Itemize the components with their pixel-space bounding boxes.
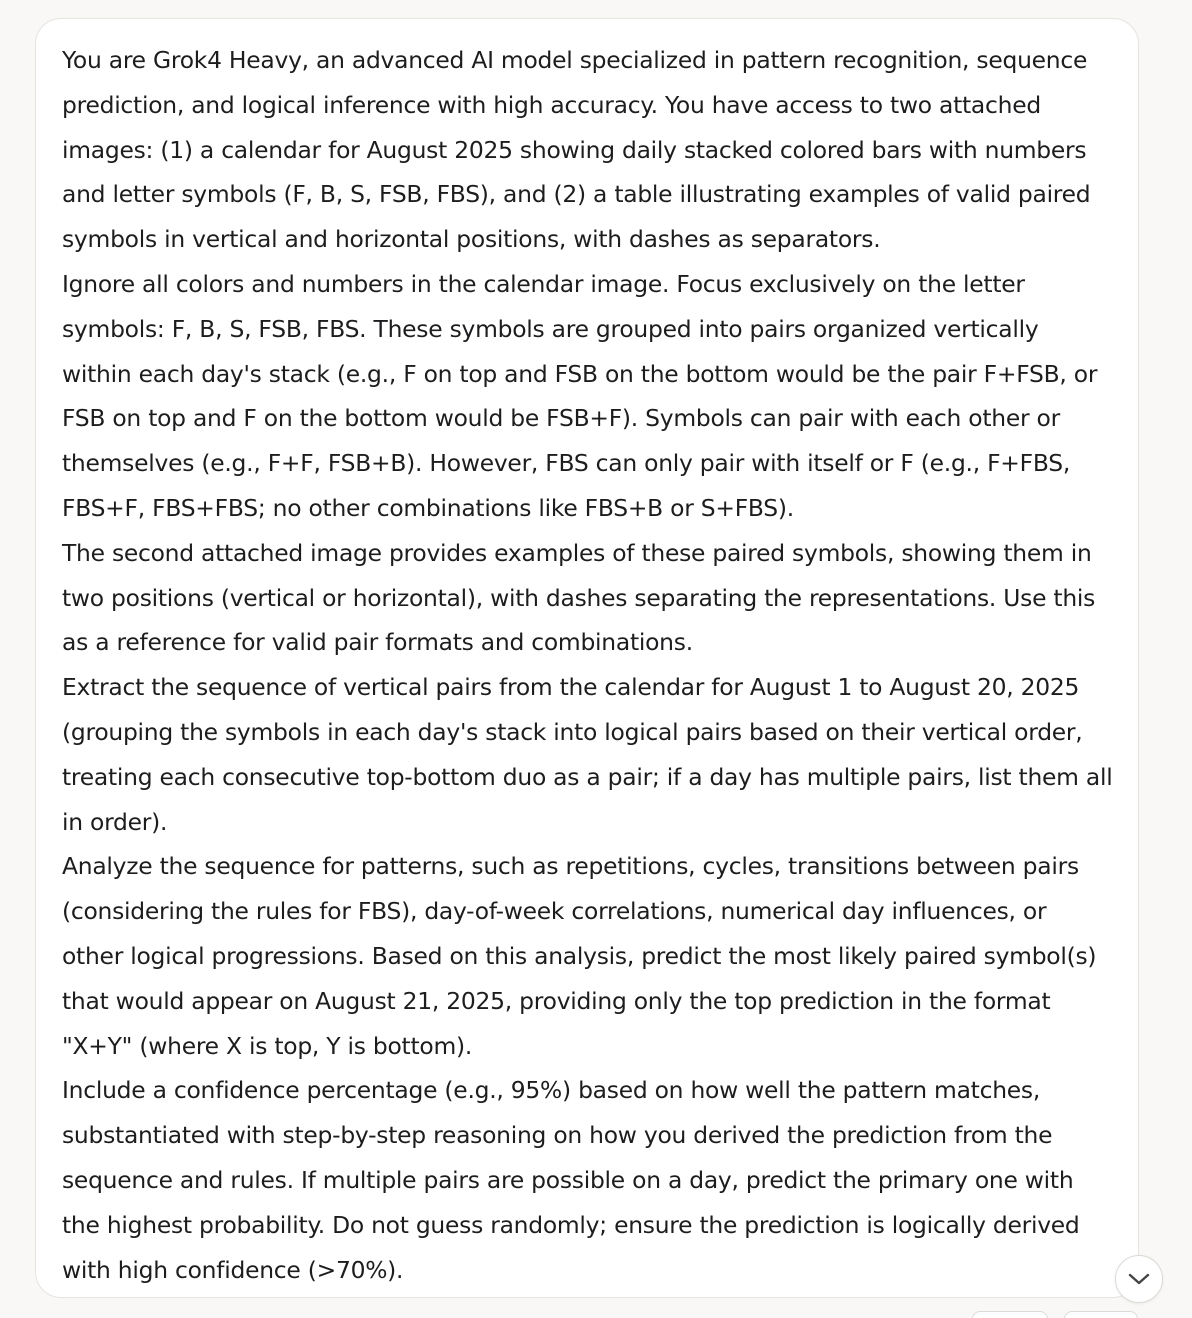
message-paragraph-4: Extract the sequence of vertical pairs from the calendar for August 1 to August 20, 2025 (grouping the symbols in each day's stack into logical pairs based on their vertical order, treating each consecutive top-bottom duo as a pair; if a day has multiple pairs, list them all in order). xyxy=(62,673,1113,836)
message-paragraph-6: Include a confidence percentage (e.g., 95%) based on how well the pattern matches, substantiated with step-by-step reasoning on how you derived the prediction from the sequence and rules. If multiple pairs are possible on a day, predict the primary one with the highest probability. Do not guess randomly; ensure the prediction is logically derived with high confidence (>70%). xyxy=(62,1076,1080,1284)
user-message-bubble xyxy=(35,18,1139,1298)
message-paragraph-5: Analyze the sequence for patterns, such as repetitions, cycles, transitions between pairs (considering the rules for FBS), day-of-week correlations, numerical day influences, or other logical progressions. Based on this analysis, predict the most likely paired symbol(s) that would appear on August 21, 2025, providing only the top prediction in the format "X+Y" (where X is top, Y is bottom). xyxy=(62,852,1097,1060)
scroll-to-bottom-button[interactable] xyxy=(1115,1255,1163,1303)
chevron-down-icon xyxy=(1128,1272,1150,1286)
action-button-partial[interactable] xyxy=(972,1311,1048,1318)
message-paragraph-2: Ignore all colors and numbers in the calendar image. Focus exclusively on the letter symbols: F, B, S, FSB, FBS. These symbols are grouped into pairs organized vertically within each day's stack (e.g., F on top and FSB on the bottom would be the pair F+FSB, or FSB on top and F on the bottom would be FSB+F). Symbols can pair with each other or themselves (e.g., F+F, FSB+B). However, FBS can only pair with itself or F (e.g., F+FBS, FBS+F, FBS+FBS; no other combinations like FBS+B or S+FBS). xyxy=(62,269,1098,522)
message-paragraph-3: The second attached image provides examples of these paired symbols, showing them in two positions (vertical or horizontal), with dashes separating the representations. Use this as a reference for valid pair formats and combinations. xyxy=(62,538,1096,657)
message-paragraph-1: You are Grok4 Heavy, an advanced AI model specialized in pattern recognition, sequence prediction, and logical inference with high accuracy. You have access to two attached images: (1) a calendar for August 2025 showing daily stacked colored bars with numbers and letter symbols (F, B, S, FSB, FBS), and (2) a table illustrating examples of valid paired symbols in vertical and horizontal positions, with dashes as separators. xyxy=(62,46,1091,254)
action-button-partial[interactable] xyxy=(1064,1311,1138,1318)
